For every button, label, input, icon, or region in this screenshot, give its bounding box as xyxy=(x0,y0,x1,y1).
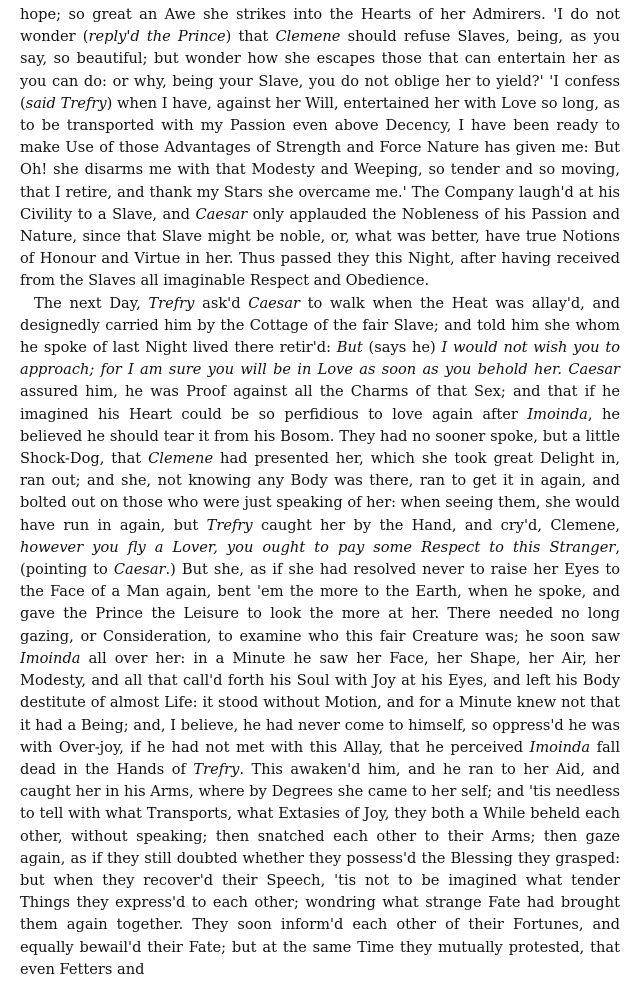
italic-text-run: said Trefry xyxy=(25,94,107,112)
text-run: ask'd xyxy=(194,294,249,312)
text-run: caught her by the Hand, and cry'd, Clemene, xyxy=(252,516,620,534)
italic-text-run: Imoinda xyxy=(527,405,588,423)
text-run: . This awaken'd him, and he ran to her Aid, and caught her in his Arms, where by Degrees she came to her self; and 'tis needless to tell with what Transports, what Extasies of Joy, they both a While beheld each other, without speaking; then snatched each other to their Arms; then gaze again, as if they still doubted whether they possess'd the Blessing they grasped: but when they recover'd their Speech, 'tis not to be imagined what tender Things they express'd to each other; wondring what strange Fate had brought them again together. They soon inform'd each other of their Fortunes, and equally bewail'd their Fate; but at the same Time they mutually protested, that even Fetters and xyxy=(20,760,620,978)
italic-text-run: Caesar xyxy=(113,561,166,579)
text-run: ) when I have, against her Will, entertained her with Love so long, as to be transported with my Passion even above Decency, I have been ready to make Use of those Advantages of Strength and Force Nature has given me: But Oh! she disarms me with that Modesty and Weeping, so tender and so moving, that I retire, and thank my Stars she overcame me.' The Company laugh'd at his Civility to a Slave, and xyxy=(20,94,621,223)
text-run: had presented her, which she took great Delight in, ran out; and she, not knowing any Body was there, ran to get it in again, and bolted out on those who were just speaking of her: when seeing them, she would have run in again, but xyxy=(20,450,621,534)
text-run: hope; so great an Awe she strikes into the Hearts of her Admirers. 'I do not wonder ( xyxy=(20,6,620,46)
italic-text-run: Clemene xyxy=(275,28,341,46)
text-run: , he believed he should tear it from his Bosom. They had no sooner spoke, but a little Shock-Dog, that xyxy=(20,405,620,468)
text-run: only applauded the Nobleness of his Passion and Nature, since that Slave might be noble, or, what was better, have true Notions of Honour and Virtue in her. Thus passed they this Night, after having received from the Slaves all imaginable Respect and Obedience. xyxy=(20,205,620,290)
italic-text-run: Trefry xyxy=(193,760,240,778)
text-run: assured him, he was Proof against all the Charms of that Sex; and that if he imagined his Heart could be so perfidious to love again after xyxy=(20,383,620,423)
text-run: should refuse Slaves, being, as you say, so beautiful; but wonder how she escapes those that can entertain her as you can do: or why, being your Slave, you do not oblige her to yield?' 'I confess ( xyxy=(20,28,620,112)
paragraph-1 xyxy=(20,4,620,293)
italic-text-run: Clemene xyxy=(148,450,214,468)
italic-text-run: Caesar xyxy=(248,294,300,312)
text-run: ) that xyxy=(225,28,276,46)
italic-text-run: Imoinda xyxy=(529,738,591,756)
text-run: to walk when the Heat was allay'd, and designedly carried him by the Cottage of the fair Slave; and told him she whom he spoke of last Night lived there retir'd: xyxy=(20,294,620,357)
italic-text-run: Trefry xyxy=(206,516,253,534)
italic-text-run: Caesar xyxy=(195,205,248,223)
italic-text-run: But xyxy=(336,339,363,357)
text-run: (says he) xyxy=(362,339,442,357)
italic-text-run: I would not wish you to approach; for I am sure you will be in Love as soon as you behold her. Caesar xyxy=(20,339,620,379)
text-run: all over her: in a Minute he saw her Face, her Shape, her Air, her Modesty, and all that call'd forth his Soul with Joy at his Eyes, and left his Body destitute of almost Life: it stood without Motion, and for a Minute knew not that it had a Being; and, I believe, he had never come to himself, so oppress'd he was with Over-joy, if he had not met with this Allay, that he perceived xyxy=(20,649,620,756)
text-run: fall dead in the Hands of xyxy=(20,738,621,778)
italic-text-run: Trefry xyxy=(148,294,195,312)
text-run: The next Day, xyxy=(34,294,149,312)
italic-text-run: however you fly a Lover, you ought to pay some Respect to this Stranger xyxy=(20,538,616,556)
paragraph-2 xyxy=(20,293,620,981)
italic-text-run: reply'd the Prince xyxy=(88,28,226,46)
italic-text-run: Imoinda xyxy=(20,649,81,667)
text-run: , (pointing to xyxy=(20,538,620,579)
text-run: .) But she, as if she had resolved never to raise her Eyes to the Face of a Man again, bent 'em the more to the Earth, when he spoke, and gave the Prince the Leisure to look the more at her. There needed no long gazing, or Consideration, to examine who this fair Creature was; he soon saw xyxy=(20,561,620,645)
